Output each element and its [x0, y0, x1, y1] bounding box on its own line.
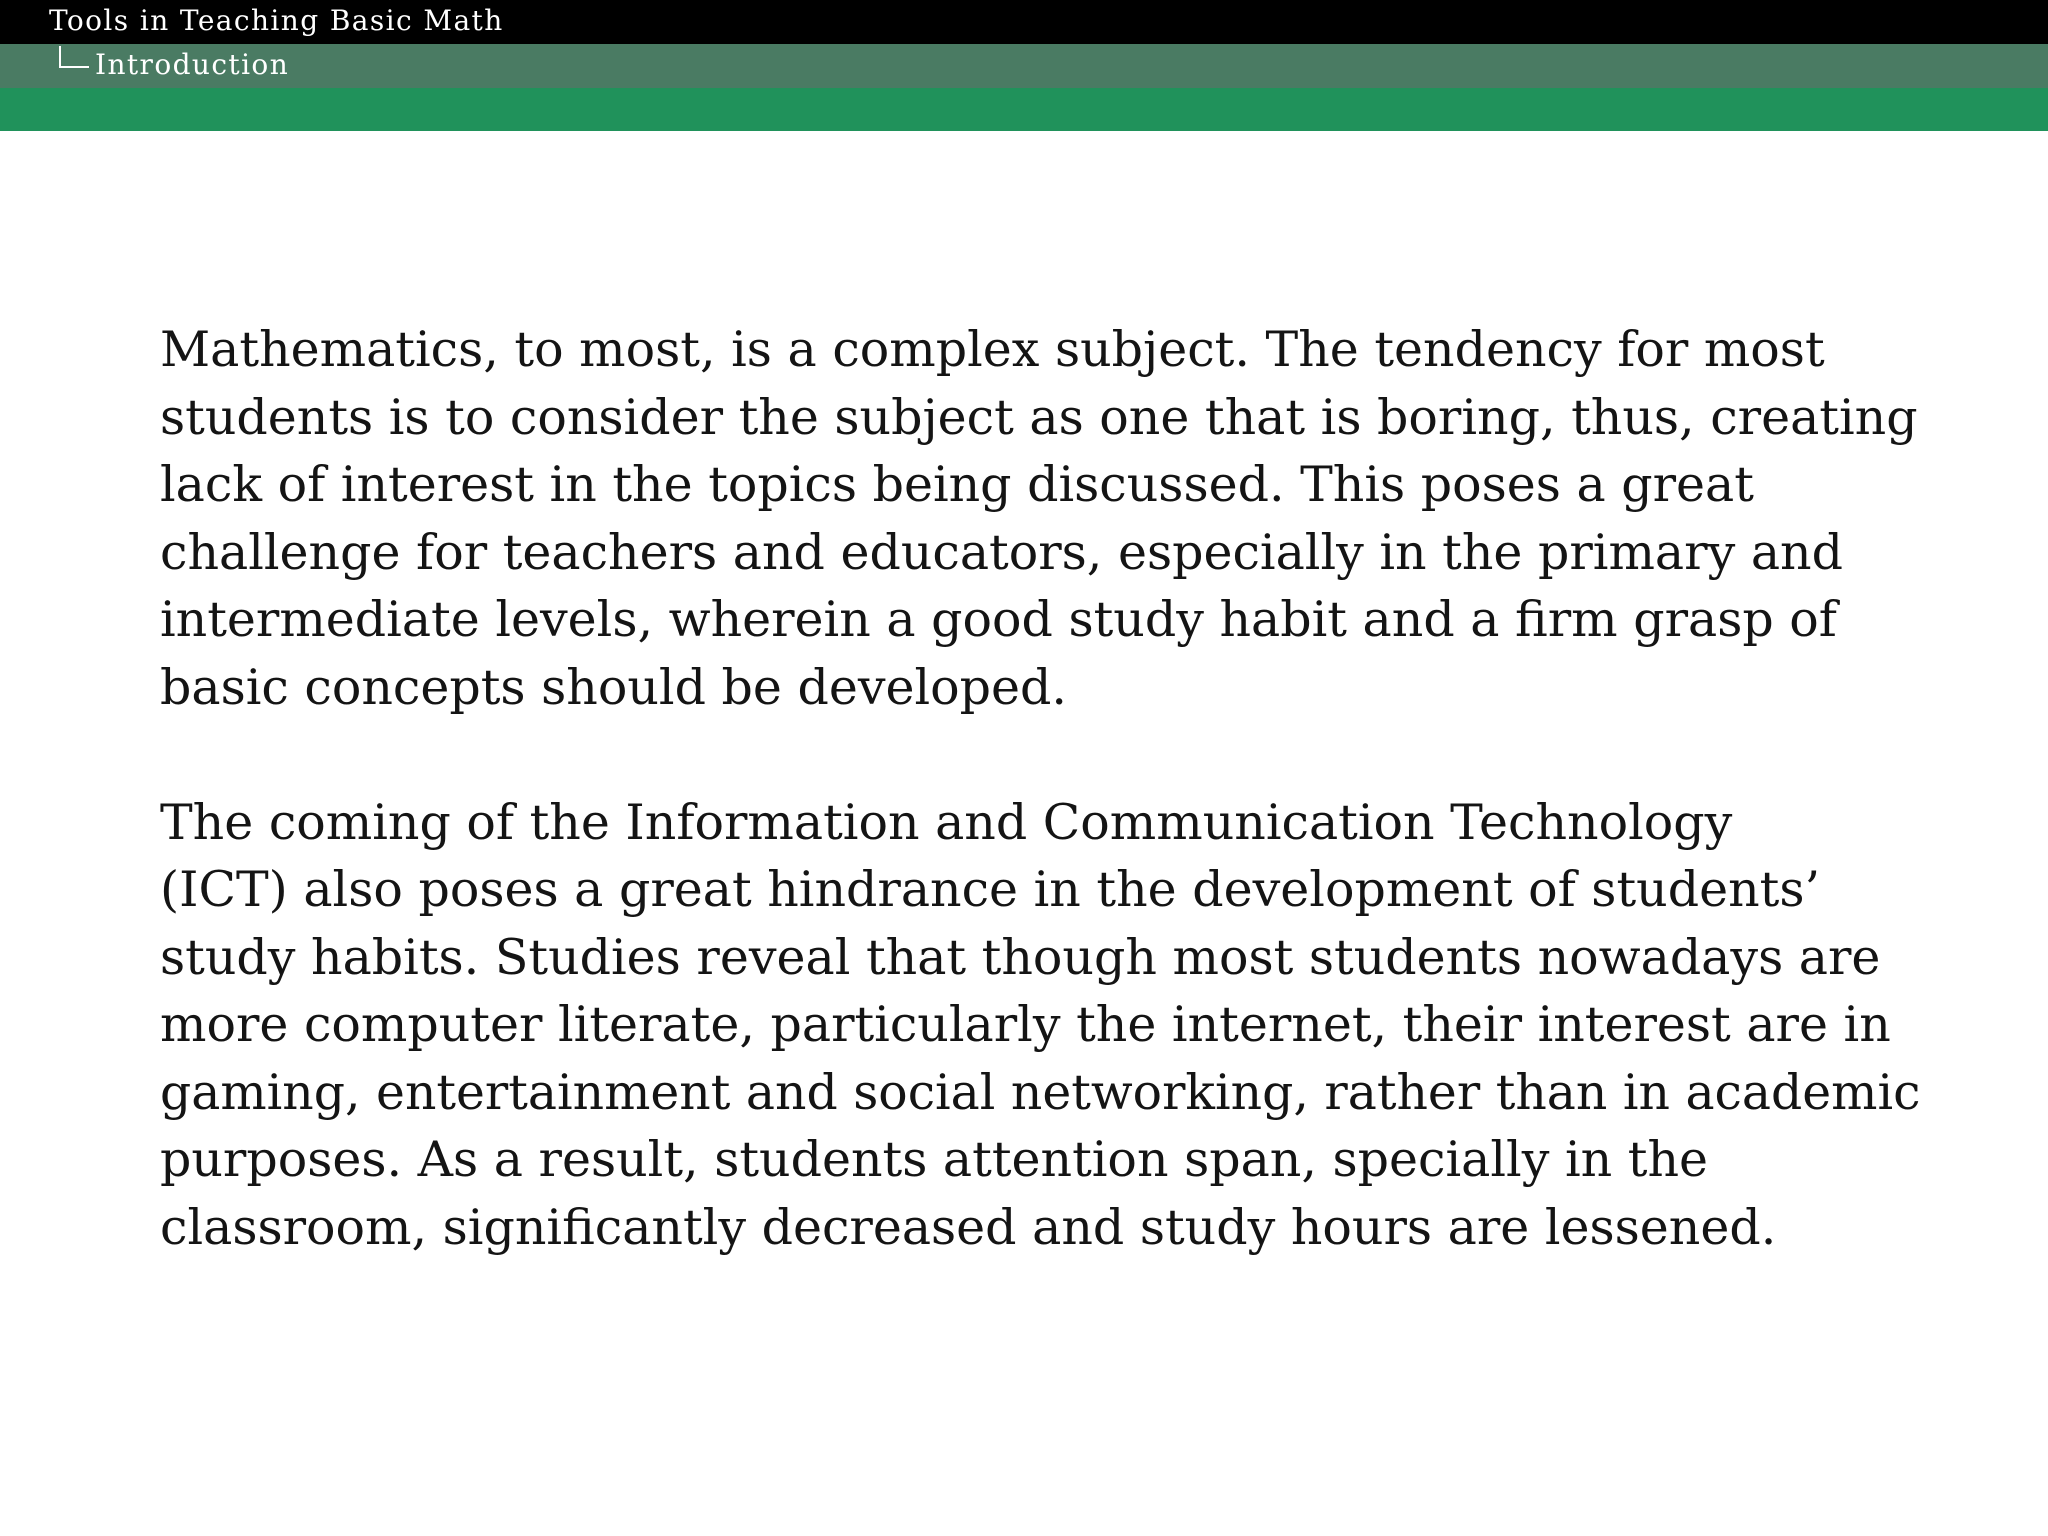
header-section-bar: [0, 44, 2048, 88]
section-tree-connector: [59, 46, 89, 68]
paragraph-line: lack of interest in the topics being discussed. This poses a great: [160, 456, 1754, 513]
paragraph-2: [160, 789, 1921, 1262]
header-accent-bar: [0, 88, 2048, 131]
paragraph-line: (ICT) also poses a great hindrance in the development of students’: [160, 861, 1821, 918]
paragraph-line: intermediate levels, wherein a good study habit and a firm grasp of: [160, 591, 1837, 648]
paragraph-line: The coming of the Information and Communication Technology: [160, 793, 1733, 851]
section-title: Introduction: [95, 48, 290, 81]
paragraph-line: study habits. Studies reveal that though most students nowadays are: [160, 928, 1881, 986]
paragraph-line: classroom, significantly decreased and study hours are lessened.: [160, 1198, 1777, 1256]
paragraph-line: gaming, entertainment and social networking, rather than in academic: [160, 1063, 1921, 1121]
paragraph-line: students is to consider the subject as one that is boring, thus, creating: [160, 388, 1918, 446]
paragraph-line: more computer literate, particularly the internet, their interest are in: [160, 996, 1891, 1053]
paragraph-line: purposes. As a result, students attention span, specially in the: [160, 1131, 1708, 1188]
slide-body: [160, 316, 1921, 1261]
paragraph-line: basic concepts should be developed.: [160, 658, 1067, 716]
paragraph-line: Mathematics, to most, is a complex subject. The tendency for most: [160, 321, 1825, 378]
paragraph-1: [160, 316, 1918, 721]
paragraph-spacer: [160, 721, 1900, 789]
presentation-title: Tools in Teaching Basic Math: [49, 4, 504, 37]
paragraph-line: challenge for teachers and educators, especially in the primary and: [160, 523, 1843, 581]
